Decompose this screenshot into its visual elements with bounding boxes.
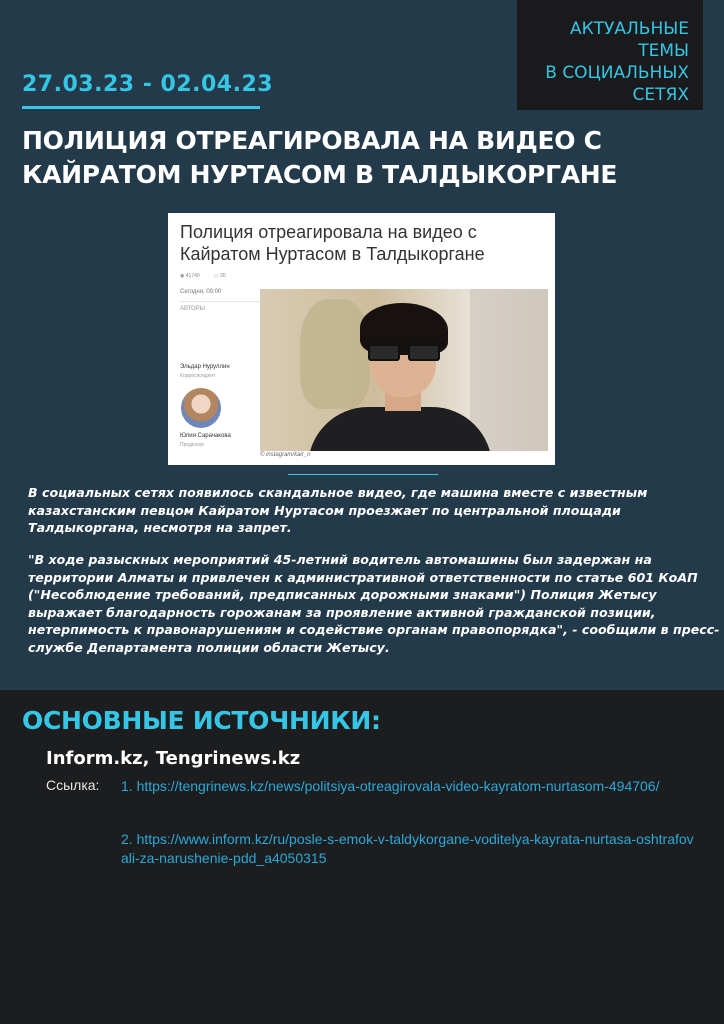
link-label: Ссылка: xyxy=(46,777,100,793)
topic-badge-line: СЕТЯХ xyxy=(632,85,689,105)
date-underline xyxy=(22,106,260,109)
page-title: ПОЛИЦИЯ ОТРЕАГИРОВАЛА НА ВИДЕО С КАЙРАТОМ НУРТАСОМ В ТАЛДЫКОРГАНЕ xyxy=(22,126,618,189)
article-date: Сегодня, 09:00 xyxy=(180,289,222,295)
avatar xyxy=(181,388,221,428)
divider xyxy=(288,474,438,475)
authors-label: АВТОРЫ xyxy=(180,306,205,312)
comments-value: 26 xyxy=(220,273,226,279)
views-value: 41740 xyxy=(185,273,200,279)
person-body xyxy=(308,407,492,451)
body-paragraph: "В ходе разыскных мероприятий 45-летний водитель автомашины был задержан на территории Алматы и привлечен к административной ответственности по статье 601 КоАП ("Несоблюдение требований, предписанных дорожными знаками") Полиция Жетысу выражает благодарность горожанам за проявление активной гражданской позиции, нетерпимость к правонарушениям и содействие органам правопорядка", - сообщили в пресс-службе Департамента полиции области Жетысу. xyxy=(28,552,720,655)
photo-background-shape xyxy=(470,289,548,451)
comments-count: ▭ 26 xyxy=(214,273,226,279)
article-title: Полиция отреагировала на видео с Кайратом Нуртасом в Талдыкоргане xyxy=(180,222,485,264)
source-link-1[interactable]: 1. https://tengrinews.kz/news/politsiya-otreagirovala-video-kayratom-nurtasom-494706/ xyxy=(121,778,660,794)
topic-badge-line: В СОЦИАЛЬНЫХ xyxy=(545,63,689,83)
article-photo xyxy=(260,289,548,451)
divider xyxy=(180,301,260,302)
photo-background-shape xyxy=(300,299,370,409)
sources-heading: ОСНОВНЫЕ ИСТОЧНИКИ: xyxy=(22,706,381,735)
author-role: Продюсер xyxy=(180,442,204,448)
author-name: Юлия Сарачакова xyxy=(180,433,231,439)
body-paragraph: В социальных сетях появилось скандальное видео, где машина вместе с известным казахстанским певцом Кайратом Нуртасом проезжает по центральной площади Талдыкоргана, несмотря на запрет. xyxy=(28,485,648,535)
source-link-2[interactable]: 2. https://www.inform.kz/ru/posle-s-emok-v-taldykorgane-voditelya-kayrata-nurtasa-oshtrafovali-za-narushenie-pdd_a4050315 xyxy=(121,831,694,866)
sources-names: Inform.kz, Tengrinews.kz xyxy=(46,748,301,769)
date-range: 27.03.23 - 02.04.23 xyxy=(22,72,274,97)
article-screenshot xyxy=(168,213,555,465)
author-role: Корреспондент xyxy=(180,373,216,379)
glasses xyxy=(368,343,440,360)
author-name: Эльдар Нуруллин xyxy=(180,364,230,370)
photo-credit: © instagram/kair_n xyxy=(260,452,311,458)
topic-badge-line: АКТУАЛЬНЫЕ ТЕМЫ xyxy=(569,19,689,61)
topic-badge xyxy=(517,0,703,110)
views-count: ◉ 41740 xyxy=(180,273,200,279)
